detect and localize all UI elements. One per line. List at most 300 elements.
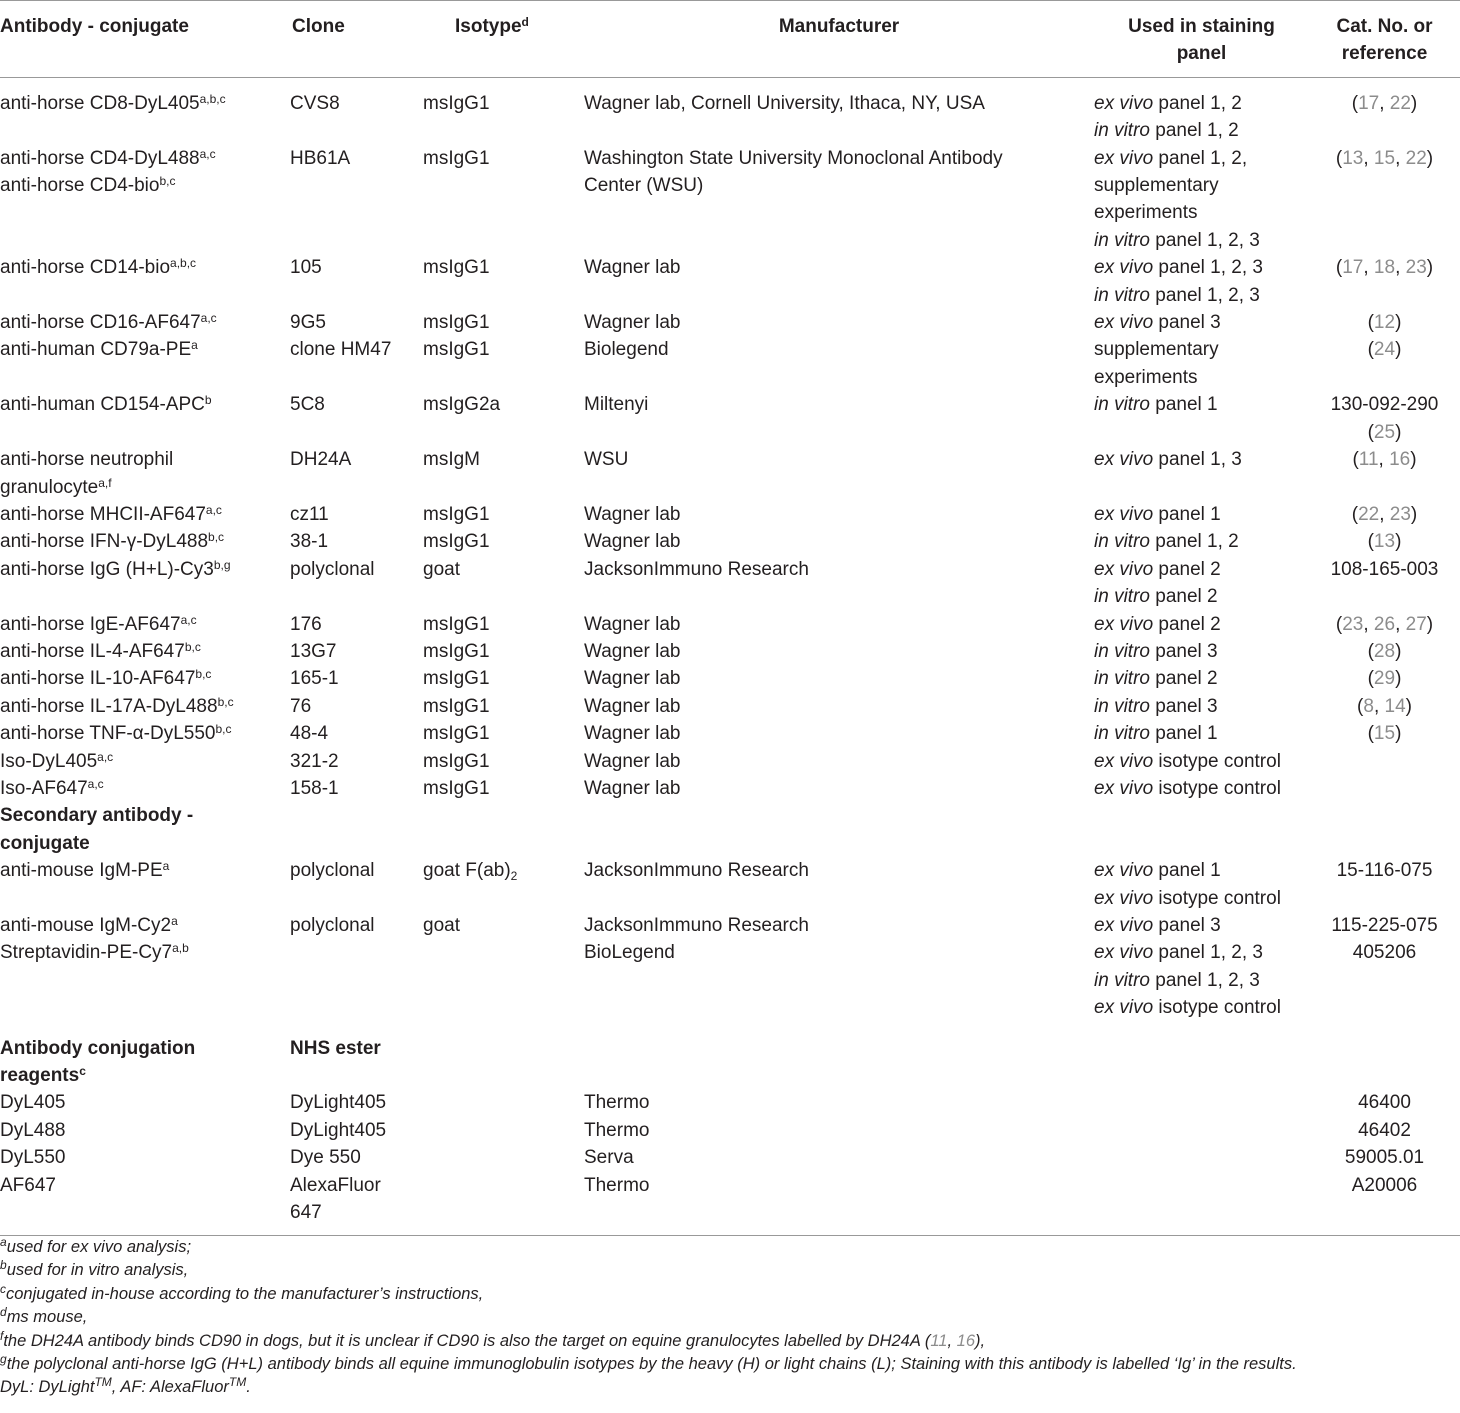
cat-number: 46400: [1358, 1092, 1411, 1114]
section-title: conjugate: [0, 832, 90, 854]
cell-manufacturer: [584, 1117, 1094, 1144]
table-row: [0, 665, 1460, 692]
cell-manufacturer: [584, 391, 1094, 446]
manufacturer-text: Wagner lab: [584, 312, 681, 334]
section-header-row: [0, 1035, 1460, 1090]
cell-isotype: [421, 693, 584, 720]
footnote-marker: b,c: [208, 530, 225, 545]
manufacturer-text: BioLegend: [584, 942, 675, 964]
cell-panel: [1094, 254, 1309, 309]
cell-clone: [290, 309, 421, 336]
cell-manufacturer: [584, 556, 1094, 611]
cell-empty: [1094, 1144, 1309, 1171]
cell-antibody: [0, 857, 290, 912]
cell-cat: (28): [1367, 640, 1402, 662]
cell-clone: [290, 939, 421, 1021]
cell-manufacturer: [584, 748, 1094, 775]
section-title-secondary: [0, 802, 290, 857]
antibody-name: anti-horse neutrophil: [0, 449, 174, 471]
citation-link[interactable]: 11: [1358, 449, 1379, 471]
cell-empty: [584, 802, 1094, 857]
footnote-marker: a,c: [205, 502, 222, 517]
cell-panel: [1094, 145, 1309, 255]
citation-link[interactable]: 15: [1373, 723, 1396, 745]
section-title-reagents: [0, 1035, 290, 1090]
panel-context: in vitro: [1094, 668, 1150, 690]
cell-manufacturer: [584, 665, 1094, 692]
cell-antibody: [0, 638, 290, 665]
cat-number: A20006: [1351, 1174, 1418, 1196]
table-row: [0, 556, 1460, 611]
cell-isotype: [421, 556, 584, 611]
cell-cat: (29): [1367, 668, 1402, 690]
manufacturer-text: Biolegend: [584, 339, 669, 361]
antibody-name: anti-horse CD16-AF647: [0, 312, 201, 334]
clone-text: 176: [290, 613, 322, 635]
section-title: reagents: [0, 1065, 80, 1087]
footnote-marker: b,c: [217, 694, 234, 709]
panel-text: experiments: [1094, 366, 1198, 388]
header-cat: Cat. No. or reference: [1336, 16, 1433, 65]
cell-isotype: [421, 501, 584, 528]
footnote-marker: b,c: [195, 667, 212, 682]
panel-context: ex vivo: [1094, 92, 1154, 114]
cell-cat: (22, 23): [1351, 503, 1418, 525]
cell-cat: (23, 26, 27): [1335, 613, 1434, 635]
panel-context: in vitro: [1094, 284, 1150, 306]
panel-text: panel 1, 2, 3: [1149, 969, 1260, 991]
cell-antibody: [0, 391, 290, 446]
header-manufacturer: Manufacturer: [778, 16, 900, 37]
clone-text: 105: [290, 257, 322, 279]
isotype-text: msIgG1: [423, 640, 490, 662]
isotype-text: msIgG1: [423, 777, 490, 799]
table-row: [0, 939, 1460, 1021]
cell-manufacturer: [584, 912, 1094, 939]
isotype-text: msIgM: [423, 449, 480, 471]
cell-antibody: [0, 748, 290, 775]
clone-text: DH24A: [290, 449, 352, 471]
cell-cat: (17, 22): [1351, 92, 1418, 114]
antibody-name: granulocyte: [0, 476, 99, 498]
table-row: [0, 857, 1460, 912]
manufacturer-text: Wagner lab: [584, 531, 681, 553]
cell-clone: [290, 665, 421, 692]
panel-context: ex vivo: [1094, 887, 1154, 909]
cell-manufacturer: [584, 501, 1094, 528]
isotype-text: msIgG1: [423, 723, 490, 745]
panel-text: panel 1, 2: [1149, 531, 1239, 553]
cell-panel: [1094, 939, 1309, 1021]
antibody-name: Iso-AF647: [0, 777, 88, 799]
citation-link[interactable]: 16: [1389, 449, 1411, 471]
cell-manufacturer: [584, 1172, 1094, 1236]
panel-text: supplementary: [1094, 175, 1219, 197]
cell-cat: [1309, 775, 1460, 802]
cell-antibody: [0, 912, 290, 939]
cell-cat: [1309, 857, 1460, 912]
citation-link[interactable]: 22: [1405, 147, 1427, 169]
cell-cat: [1309, 912, 1460, 939]
cell-isotype: [421, 857, 584, 912]
manufacturer-text: JacksonImmuno Research: [584, 860, 809, 882]
cell-clone: [290, 912, 421, 939]
cell-empty: [1094, 802, 1309, 857]
table-row: [0, 748, 1460, 775]
footnote-marker: a,c: [87, 776, 104, 791]
panel-context: ex vivo: [1094, 942, 1154, 964]
cell-empty: [290, 802, 421, 857]
cell-manufacturer: [584, 1089, 1094, 1116]
citation-link[interactable]: 23: [1405, 257, 1427, 279]
footnote-marker: a: [162, 859, 170, 874]
citation-link[interactable]: 16: [956, 1331, 975, 1350]
cat-number: 59005.01: [1344, 1147, 1425, 1169]
cell-isotype: [421, 336, 584, 391]
cell-antibody: [0, 611, 290, 638]
cell-cat: [1309, 939, 1460, 1021]
cell-isotype: [421, 528, 584, 555]
footnote-f: $^f$the DH24A antibody binds CD90 in dogs, but it is unclear if CD90 is also the target on equine granulocytes labelled by DH24A (11, 16),: [0, 1328, 986, 1350]
cell-panel: [1094, 693, 1309, 720]
cell-manufacturer: [584, 611, 1094, 638]
antibody-name: anti-horse IgE-AF647: [0, 613, 181, 635]
cat-number: 130-092-290: [1330, 394, 1439, 416]
isotype-text: goat: [423, 558, 460, 580]
cell-empty: [421, 1172, 584, 1236]
isotype-text: msIgG1: [423, 695, 490, 717]
cell-isotype: [421, 775, 584, 802]
panel-text: panel 1, 2, 3: [1149, 284, 1260, 306]
citation-link[interactable]: 18: [1373, 257, 1396, 279]
antibody-name: Streptavidin-PE-Cy7: [0, 942, 173, 964]
panel-context: ex vivo: [1094, 503, 1154, 525]
manufacturer-text: Washington State University Monoclonal Antibody: [584, 147, 1003, 169]
cell-manufacturer: [584, 939, 1094, 1021]
clone-text: 76: [290, 695, 312, 717]
cell-isotype: [421, 720, 584, 747]
footnote-marker: b,c: [159, 174, 176, 189]
cell-clone: [290, 145, 421, 255]
table-row: [0, 1144, 1460, 1171]
manufacturer-text: Wagner lab: [584, 723, 681, 745]
citation-link[interactable]: 17: [1358, 92, 1380, 114]
clone-text: clone HM47: [290, 339, 392, 361]
cell-panel: [1094, 391, 1309, 446]
citation-link[interactable]: 24: [1373, 339, 1396, 361]
nhs-ester-text: 647: [290, 1202, 322, 1224]
cell-isotype: [421, 254, 584, 309]
antibody-name: anti-horse CD8-DyL405: [0, 92, 200, 114]
cell-panel: [1094, 857, 1309, 912]
panel-text: panel 3: [1153, 312, 1221, 334]
cell-antibody: [0, 775, 290, 802]
antibody-name: anti-horse CD14-bio: [0, 257, 171, 279]
footnote-marker: b,c: [184, 639, 201, 654]
clone-text: 48-4: [290, 723, 329, 745]
cell-manufacturer: [584, 77, 1094, 144]
cell-antibody: [0, 665, 290, 692]
footnote-marker: a,b,c: [199, 91, 226, 106]
antibody-name: Iso-DyL405: [0, 750, 98, 772]
header-clone: Clone: [292, 16, 345, 37]
panel-text: panel 2: [1149, 586, 1218, 608]
citation-link[interactable]: 22: [1358, 503, 1380, 525]
panel-text: panel 1, 2, 3: [1153, 942, 1264, 964]
antibody-name: anti-horse MHCII-AF647: [0, 503, 206, 525]
citation-link[interactable]: 8: [1363, 695, 1374, 717]
isotype-text: msIgG2a: [423, 394, 501, 416]
footnote-marker: b: [204, 393, 212, 408]
cell-cat: (8, 14): [1357, 695, 1412, 717]
cell-antibody: [0, 501, 290, 528]
antibody-name: anti-horse IgG (H+L)-Cy3: [0, 558, 214, 580]
cell-isotype: [421, 145, 584, 255]
footnote-marker: a,c: [180, 612, 197, 627]
isotype-text: msIgG1: [423, 257, 490, 279]
cell-clone: [290, 693, 421, 720]
panel-text: panel 3: [1153, 915, 1221, 936]
citation-link[interactable]: 17: [1342, 257, 1364, 279]
footnote-a: $^a$used for ex vivo analysis;: [0, 1235, 192, 1256]
cell-panel: [1094, 748, 1309, 775]
table-body: [0, 77, 1460, 1236]
citation-link[interactable]: 12: [1373, 312, 1396, 334]
panel-context: in vitro: [1094, 969, 1150, 991]
footnote-marker: c: [79, 1064, 86, 1079]
clone-text: 165-1: [290, 668, 339, 690]
citation-link[interactable]: 27: [1405, 613, 1427, 635]
cell-manufacturer: [584, 1144, 1094, 1171]
cell-isotype: [421, 748, 584, 775]
panel-text: isotype control: [1153, 750, 1281, 772]
panel-text: panel 1: [1149, 394, 1218, 416]
cell-empty: [1309, 1035, 1460, 1090]
panel-text: panel 1: [1153, 860, 1221, 882]
table-row: [0, 77, 1460, 144]
panel-context: in vitro: [1094, 586, 1150, 608]
antibody-name: anti-mouse IgM-PE: [0, 860, 163, 882]
nhs-ester-text: DyLight405: [290, 1119, 387, 1141]
antibody-name: anti-human CD154-APC: [0, 394, 205, 416]
cell-antibody: [0, 446, 290, 501]
cell-clone: [290, 638, 421, 665]
manufacturer-text: Center (WSU): [584, 175, 704, 197]
cell-manufacturer: [584, 528, 1094, 555]
clone-text: HB61A: [290, 147, 351, 169]
panel-context: ex vivo: [1094, 449, 1154, 471]
isotype-text: msIgG1: [423, 503, 490, 525]
manufacturer-text: JacksonImmuno Research: [584, 558, 809, 580]
panel-text: panel 3: [1149, 695, 1218, 717]
panel-text: isotype control: [1153, 887, 1281, 909]
footnote-marker: a,b,c: [170, 256, 197, 271]
section-col-nhs-ester: [290, 1035, 421, 1090]
table-row: [0, 1117, 1460, 1144]
panel-text: panel 2: [1153, 558, 1221, 580]
cell-clone: [290, 501, 421, 528]
cell-clone: [290, 336, 421, 391]
cell-clone: [290, 720, 421, 747]
table-row: [0, 611, 1460, 638]
panel-context: ex vivo: [1094, 312, 1154, 334]
cell-isotype: [421, 611, 584, 638]
clone-text: 5C8: [290, 394, 325, 416]
panel-context: ex vivo: [1094, 860, 1154, 882]
panel-text: panel 1, 2,: [1153, 147, 1248, 169]
cell-empty: [421, 1089, 584, 1116]
citation-link[interactable]: 26: [1373, 613, 1396, 635]
cell-empty: [421, 1035, 584, 1090]
citation-link[interactable]: 11: [930, 1331, 948, 1350]
cell-antibody: [0, 254, 290, 309]
header-antibody: Antibody - conjugate: [0, 16, 189, 37]
cell-cat: (24): [1367, 339, 1402, 361]
antibody-name: anti-horse CD4-bio: [0, 175, 160, 197]
cell-panel: [1094, 309, 1309, 336]
manufacturer-text: Thermo: [584, 1092, 650, 1114]
citation-link[interactable]: 14: [1384, 695, 1406, 717]
cell-isotype: [421, 77, 584, 144]
panel-context: in vitro: [1094, 531, 1150, 553]
cell-clone: [290, 556, 421, 611]
cell-isotype: [421, 391, 584, 446]
citation-link[interactable]: 28: [1373, 640, 1396, 662]
panel-text: panel 1, 2: [1149, 120, 1239, 142]
table-row: [0, 145, 1460, 255]
panel-text: panel 1, 3: [1153, 449, 1242, 471]
nhs-ester-text: DyLight405: [290, 1092, 387, 1114]
footnote-marker: a,f: [98, 475, 112, 490]
isotype-subscript: 2: [510, 869, 518, 884]
antibody-name: anti-horse IL-10-AF647: [0, 668, 196, 690]
cell-reagent: [0, 1172, 290, 1236]
footnote-marker: a: [171, 914, 178, 928]
cell-empty: [421, 1117, 584, 1144]
cell-cat: [1309, 556, 1460, 611]
panel-context: in vitro: [1094, 640, 1150, 662]
isotype-text: msIgG1: [423, 147, 490, 169]
cell-clone: [290, 528, 421, 555]
manufacturer-text: Miltenyi: [584, 394, 649, 416]
panel-text: panel 1, 2, 3: [1153, 257, 1264, 279]
cell-cat: 130-092-290 (25): [1330, 394, 1439, 443]
manufacturer-text: Wagner lab: [584, 777, 681, 799]
clone-text: 321-2: [290, 750, 339, 772]
manufacturer-text: Wagner lab: [584, 503, 681, 525]
cell-cat: (12): [1367, 312, 1402, 334]
citation-link[interactable]: 22: [1389, 92, 1411, 114]
cell-empty: [1309, 802, 1460, 857]
table-row: [0, 309, 1460, 336]
cell-antibody: [0, 939, 290, 1021]
cell-nhs-ester: [290, 1172, 421, 1236]
clone-text: 9G5: [290, 312, 326, 334]
footnote-marker: a,c: [97, 749, 114, 764]
cell-panel: [1094, 501, 1309, 528]
cat-number: 15-116-075: [1336, 860, 1433, 882]
table-row: [0, 254, 1460, 309]
footnote-b: $^b$used for in vitro analysis,: [0, 1258, 189, 1280]
panel-context: ex vivo: [1094, 147, 1154, 169]
cell-clone: [290, 77, 421, 144]
cell-manufacturer: [584, 254, 1094, 309]
table-row: [0, 391, 1460, 446]
cell-reagent: [0, 1144, 290, 1171]
citation-link[interactable]: 23: [1342, 613, 1364, 635]
cell-panel: [1094, 528, 1309, 555]
table-header: [0, 1, 1460, 78]
clone-text: polyclonal: [290, 558, 375, 580]
citation-link[interactable]: 25: [1373, 421, 1396, 443]
cell-manufacturer: [584, 693, 1094, 720]
cell-isotype: [421, 912, 584, 939]
manufacturer-text: JacksonImmuno Research: [584, 915, 809, 936]
section-subheader: NHS ester: [290, 1037, 381, 1059]
table-row: [0, 693, 1460, 720]
cell-clone: [290, 775, 421, 802]
cell-cat: [1309, 1117, 1460, 1144]
cell-panel: [1094, 446, 1309, 501]
table-row: [0, 720, 1460, 747]
citation-link[interactable]: 23: [1389, 503, 1411, 525]
cell-cat: [1309, 1089, 1460, 1116]
cell-cat: (17, 18, 23): [1335, 257, 1434, 279]
cell-empty: [1094, 1117, 1309, 1144]
panel-text: supplementary: [1094, 339, 1219, 361]
section-header-row: [0, 802, 1460, 857]
isotype-text: goat F(ab): [423, 860, 511, 882]
manufacturer-text: Wagner lab: [584, 640, 681, 662]
citation-link[interactable]: 13: [1373, 531, 1396, 553]
panel-text: experiments: [1094, 202, 1198, 224]
footnote-marker: a: [191, 338, 198, 353]
panel-context: ex vivo: [1094, 558, 1154, 580]
reagent-name: DyL405: [0, 1092, 66, 1114]
cell-antibody: [0, 556, 290, 611]
citation-link[interactable]: 15: [1373, 147, 1396, 169]
cell-panel: [1094, 336, 1309, 391]
panel-text: panel 1: [1153, 503, 1221, 525]
cell-empty: [421, 1144, 584, 1171]
citation-link[interactable]: 13: [1342, 147, 1364, 169]
antibody-name: anti-horse CD4-DyL488: [0, 147, 200, 169]
cell-antibody: [0, 528, 290, 555]
isotype-text: msIgG1: [423, 668, 490, 690]
panel-context: in vitro: [1094, 394, 1150, 416]
manufacturer-text: Serva: [584, 1147, 634, 1169]
header-panel: Used in staining panel: [1128, 16, 1275, 65]
clone-text: cz11: [290, 503, 329, 525]
cell-manufacturer: [584, 857, 1094, 912]
manufacturer-text: Wagner lab: [584, 750, 681, 772]
antibody-name: anti-horse IL-17A-DyL488: [0, 695, 218, 717]
reagent-name: AF647: [0, 1174, 56, 1196]
panel-text: panel 2: [1153, 613, 1221, 635]
cat-number: 115-225-075: [1331, 915, 1438, 936]
footnote-marker: a,b: [172, 941, 189, 956]
citation-link[interactable]: 29: [1373, 668, 1396, 690]
panel-text: panel 1, 2: [1153, 92, 1242, 114]
footnotes: [0, 1236, 1460, 1400]
antibody-name: anti-horse IFN-γ-DyL488: [0, 531, 209, 553]
isotype-text: msIgG1: [423, 613, 490, 635]
panel-text: panel 3: [1149, 640, 1218, 662]
cell-nhs-ester: [290, 1144, 421, 1171]
cell-nhs-ester: [290, 1089, 421, 1116]
cell-isotype: [421, 665, 584, 692]
cell-antibody: [0, 693, 290, 720]
